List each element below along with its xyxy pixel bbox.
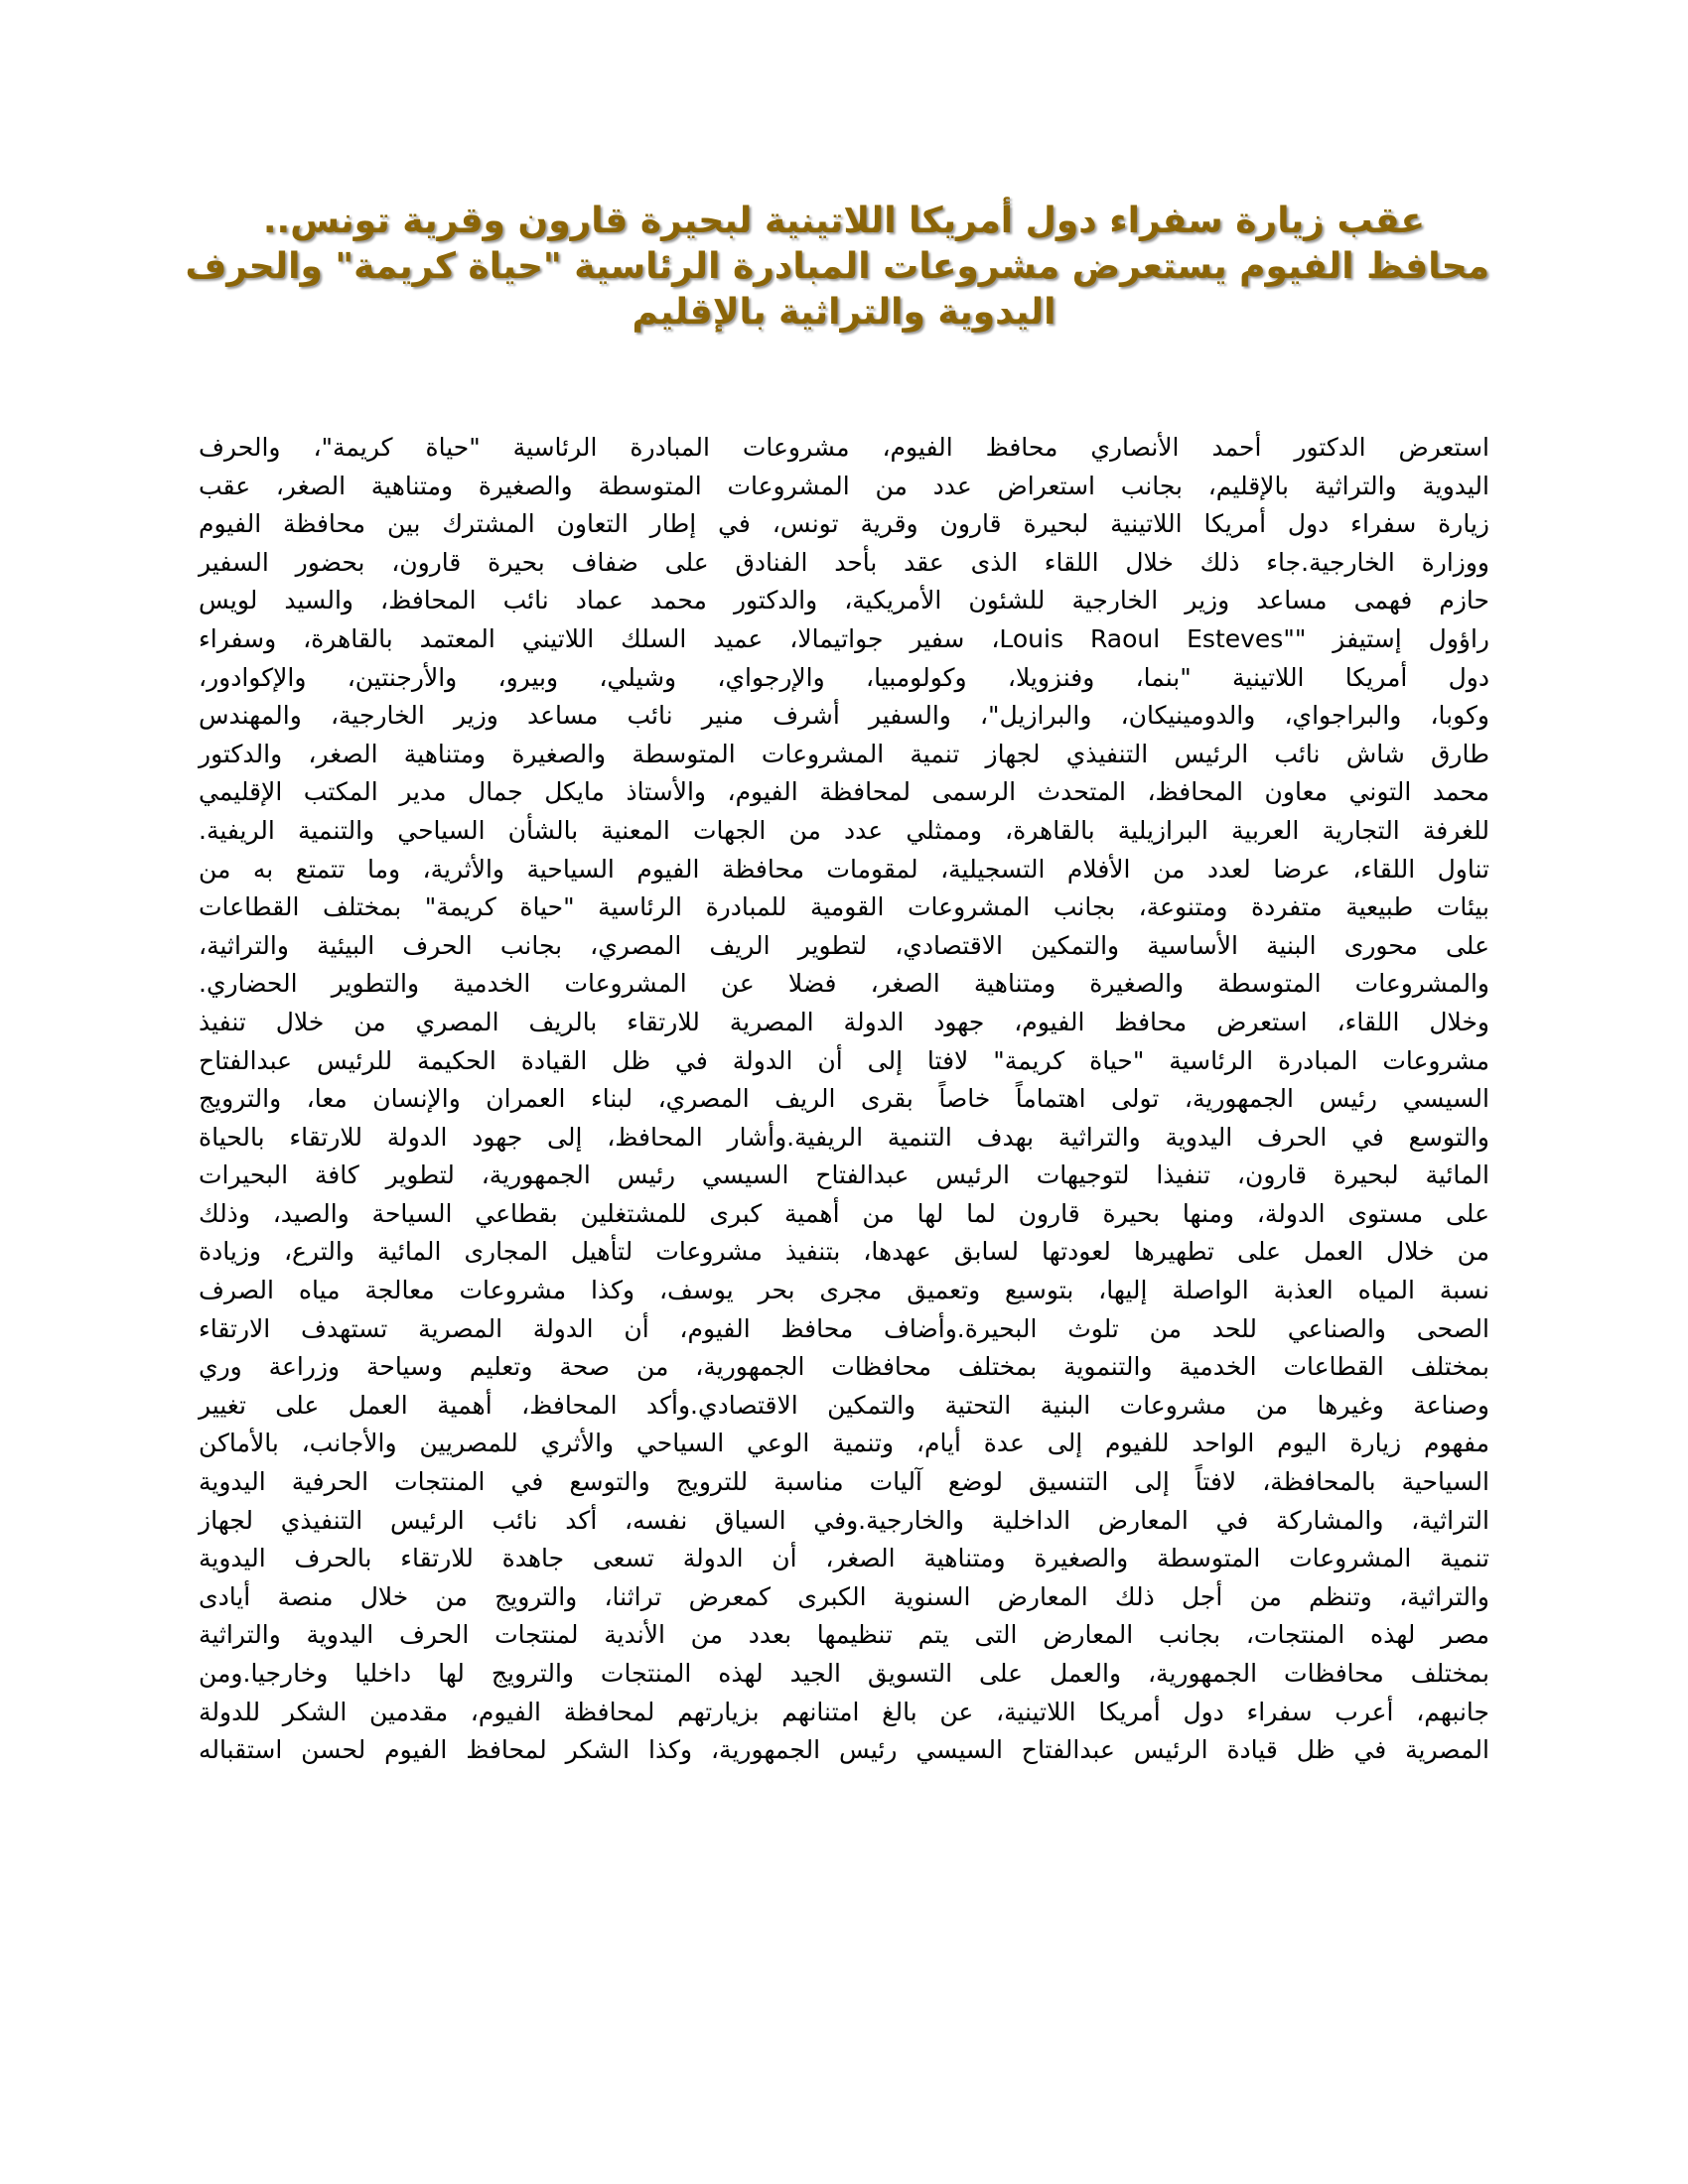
body-line: المائية لبحيرة قارون، تنفيذا لتوجيهات الرئيس عبدالفتاح السيسي رئيس الجمهورية، لتطوير كافة البحيرات: [199, 1160, 1489, 1190]
body-line: نسبة المياه العذبة الواصلة إليها، بتوسيع وتعميق مجرى بحر يوسف، وكذا مشروعات معالجة مياه الصرف: [199, 1276, 1489, 1305]
body-line: على محورى البنية الأساسية والتمكين الاقتصادي، لتطوير الريف المصري، بجانب الحرف البيئية والتراثية،: [199, 930, 1489, 960]
body-line: والتراثية، وتنظم من أجل ذلك المعارض السنوية الكبرى كمعرض تراثنا، والترويج من خلال منصة أيادى: [199, 1581, 1489, 1611]
body-line: السيسي رئيس الجمهورية، تولى اهتماماً خاصاً بقرى الريف المصري، لبناء العمران والإنسان معا، والترويج: [199, 1084, 1489, 1114]
body-line: تنمية المشروعات المتوسطة والصغيرة ومتناهية الصغر، أن الدولة تسعى جاهدة للارتقاء بالحرف اليدوية: [199, 1544, 1489, 1573]
body-line: الصحى والصناعي للحد من تلوث البحيرة.وأضاف محافظ الفيوم، أن الدولة المصرية تستهدف الارتقاء: [199, 1313, 1489, 1343]
article-body: [199, 429, 1489, 1770]
body-line: المصرية في ظل قيادة الرئيس عبدالفتاح السيسي رئيس الجمهورية، وكذا الشكر لمحافظ الفيوم لحسن استقباله: [199, 1735, 1489, 1765]
body-line: بيئات طبيعية متفردة ومتنوعة، بجانب المشروعات القومية للمبادرة الرئاسية "حياة كريمة" بمختلف القطاعات: [199, 892, 1489, 922]
body-line: السياحية بالمحافظة، لافتاً إلى التنسيق لوضع آليات مناسبة للترويج والتوسع في المنتجات الحرفية اليدوية: [199, 1467, 1489, 1497]
body-line: بمختلف محافظات الجمهورية، والعمل على التسويق الجيد لهذه المنتجات والترويج لها داخليا وخارجيا.ومن: [199, 1659, 1489, 1688]
body-line: جانبهم، أعرب سفراء دول أمريكا اللاتينية، عن بالغ امتنانهم بزيارتهم لمحافظة الفيوم، مقدمين الشكر للدولة: [199, 1697, 1489, 1726]
body-line: على مستوى الدولة، ومنها بحيرة قارون لما لها من أهمية كبرى للمشتغلين بقطاعي السياحة والصيد، وذلك: [199, 1198, 1489, 1228]
body-line: للغرفة التجارية العربية البرازيلية بالقاهرة، وممثلي عدد من الجهات المعنية بالشأن السياحي والتنمية الريفية.: [199, 815, 1489, 845]
article-title: [185, 199, 1489, 336]
body-line: التراثية، والمشاركة في المعارض الداخلية والخارجية.وفي السياق نفسه، أكد نائب الرئيس التنفيذي لجهاز: [199, 1505, 1489, 1535]
body-line: طارق شاش نائب الرئيس التنفيذي لجهاز تنمية المشروعات المتوسطة والصغيرة ومتناهية الصغر، والدكتور: [199, 739, 1489, 768]
body-line: بمختلف القطاعات الخدمية والتنموية بمختلف محافظات الجمهورية، من صحة وتعليم وسياحة وزراعة وري: [199, 1352, 1489, 1382]
body-line: مشروعات المبادرة الرئاسية "حياة كريمة" لافتا إلى أن الدولة في ظل القيادة الحكيمة للرئيس عبدالفتاح: [199, 1045, 1489, 1075]
article-title-line-1: عقب زيارة سفراء دول أمريكا اللاتينية لبحيرة قارون وقرية تونس..: [262, 201, 1426, 241]
body-line: دول أمريكا اللاتينية "بنما، وفنزويلا، وكولومبيا، والإرجواي، وشيلي، وبيرو، والأرجنتين، والإكوادور،: [199, 662, 1489, 692]
body-line: والتوسع في الحرف اليدوية والتراثية بهدف التنمية الريفية.وأشار المحافظ، إلى جهود الدولة للارتقاء بالحياة: [199, 1122, 1489, 1152]
body-line: راؤول إستيفز ""Louis Raoul Esteves، سفير جواتيمالا، عميد السلك اللاتيني المعتمد بالقاهرة، وسفراء: [199, 623, 1489, 653]
body-line: زيارة سفراء دول أمريكا اللاتينية لبحيرة قارون وقرية تونس، في إطار التعاون المشترك بين محافظة الفيوم: [199, 509, 1489, 539]
body-line: تناول اللقاء، عرضا لعدد من الأفلام التسجيلية، لمقومات محافظة الفيوم السياحية والأثرية، وما تتمتع به من: [199, 854, 1489, 884]
body-line: وخلال اللقاء، استعرض محافظ الفيوم، جهود الدولة المصرية للارتقاء بالريف المصري من خلال تنفيذ: [199, 1007, 1489, 1036]
body-line: مصر لهذه المنتجات، بجانب المعارض التى يتم تنظيمها بعدد من الأندية لمنتجات الحرف اليدوية والتراثية: [199, 1620, 1489, 1650]
body-line: مفهوم زيارة اليوم الواحد للفيوم إلى عدة أيام، وتنمية الوعي السياحي والأثري للمصريين والأجانب، بالأماكن: [199, 1429, 1489, 1458]
body-line: ووزارة الخارجية.جاء ذلك خلال اللقاء الذى عقد بأحد الفنادق على ضفاف بحيرة قارون، بحضور السفير: [199, 547, 1489, 577]
body-line: حازم فهمى مساعد وزير الخارجية للشئون الأمريكية، والدكتور محمد عماد نائب المحافظ، والسيد لويس: [199, 586, 1489, 615]
body-line: من خلال العمل على تطهيرها لعودتها لسابق عهدها، بتنفيذ مشروعات لتأهيل المجارى المائية والترع، وزيادة: [199, 1237, 1489, 1267]
article-title-line-3: اليدوية والتراثية بالإقليم: [632, 292, 1056, 333]
article-title-line-2: محافظ الفيوم يستعرض مشروعات المبادرة الرئاسية "حياة كريمة" والحرف: [185, 246, 1489, 287]
body-line: والمشروعات المتوسطة والصغيرة ومتناهية الصغر، فضلا عن المشروعات الخدمية والتطوير الحضاري.: [199, 969, 1489, 999]
body-line: وكوبا، والبراجواي، والدومينيكان، والبرازيل"، والسفير أشرف منير نائب مساعد وزير الخارجية، والمهندس: [199, 701, 1489, 731]
body-line: محمد التوني معاون المحافظ، المتحدث الرسمى لمحافظة الفيوم، والأستاذ مايكل جمال مدير المكتب الإقليمي: [199, 777, 1489, 807]
body-line: وصناعة وغيرها من مشروعات البنية التحتية والتمكين الاقتصادي.وأكد المحافظ، أهمية العمل على تغيير: [199, 1390, 1489, 1420]
body-line: استعرض الدكتور أحمد الأنصاري محافظ الفيوم، مشروعات المبادرة الرئاسية "حياة كريمة"، والحرف: [199, 433, 1489, 462]
body-line: اليدوية والتراثية بالإقليم، بجانب استعراض عدد من المشروعات المتوسطة والصغيرة ومتناهية الصغر، عقب: [199, 471, 1489, 500]
